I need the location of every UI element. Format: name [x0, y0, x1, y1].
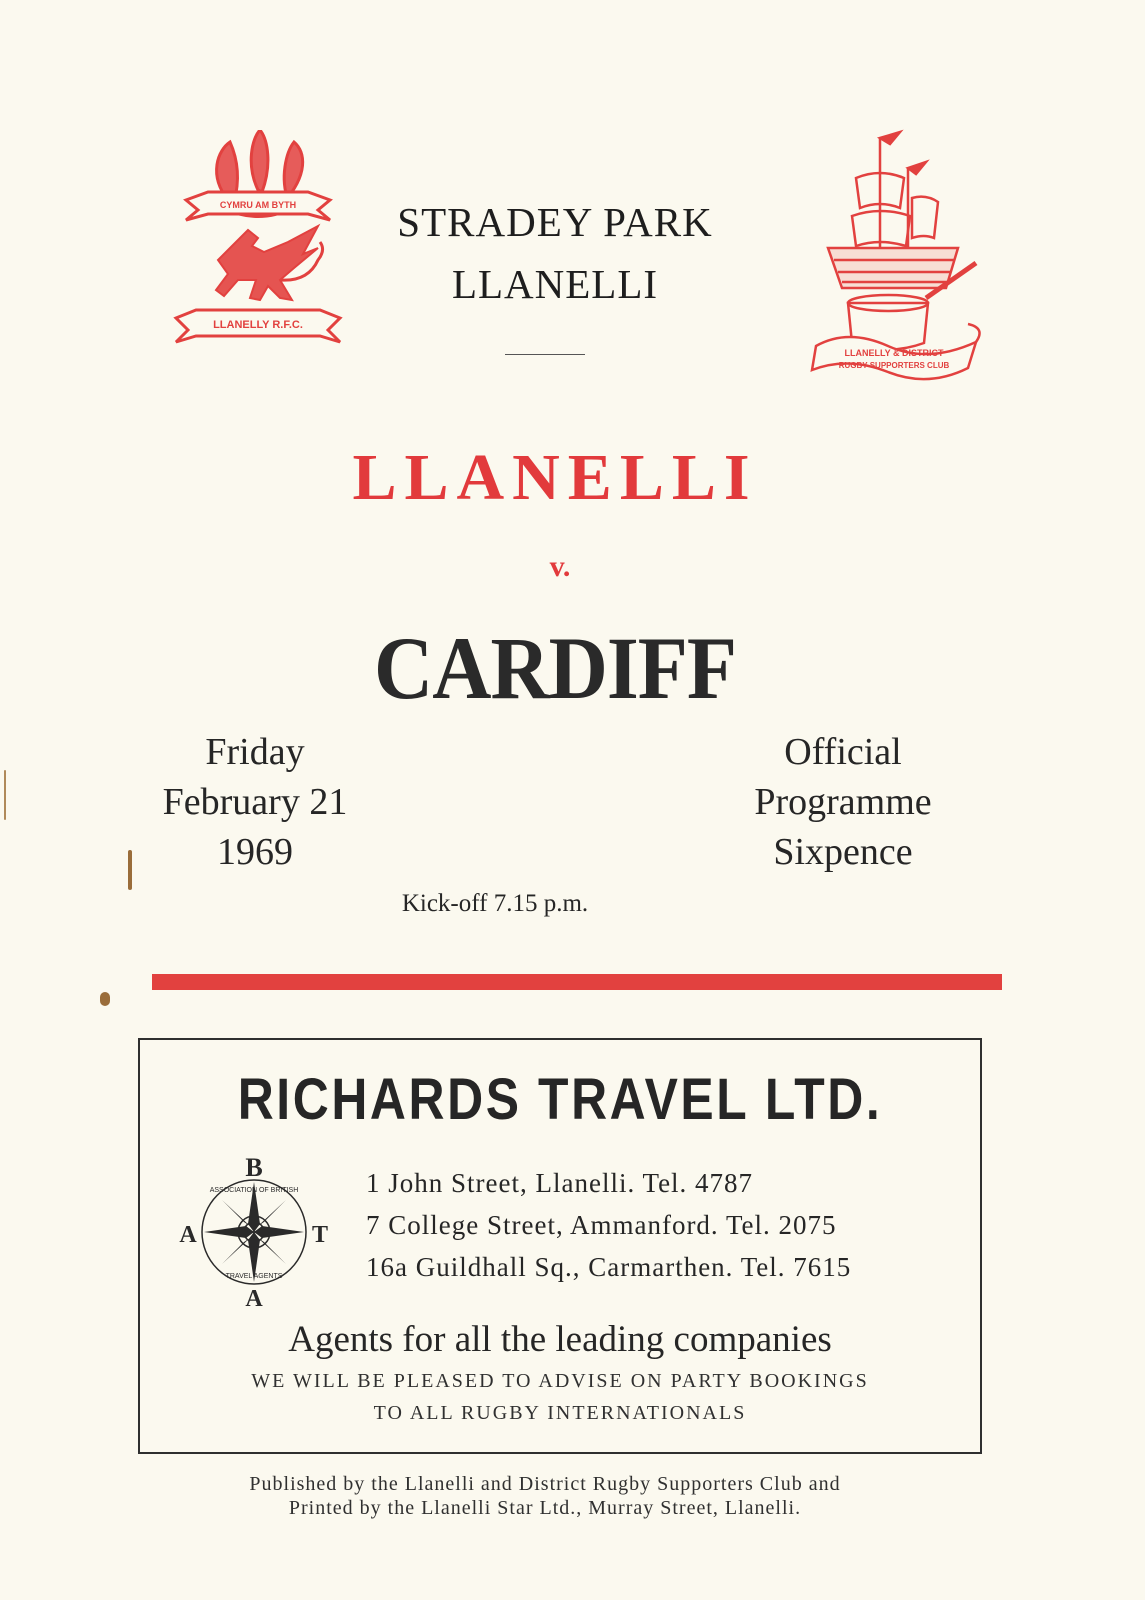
- address-ammanford: 7 College Street, Ammanford. Tel. 2075: [366, 1210, 837, 1240]
- home-team: LLANELLI: [352, 441, 758, 514]
- abta-compass-icon: [178, 1152, 330, 1310]
- away-team: CARDIFF: [374, 619, 736, 718]
- footer-printer: Printed by the Llanelli Star Ltd., Murray Street, Llanelli.: [288, 1497, 802, 1519]
- advert-internationals: TO ALL RUGBY INTERNATIONALS: [373, 1402, 747, 1424]
- footer-publisher: Published by the Llanelli and District Rugby Supporters Club and: [249, 1473, 841, 1495]
- programme-info: [718, 727, 968, 877]
- match-year: 1969: [217, 831, 293, 873]
- match-month-day: February 21: [162, 781, 348, 823]
- right-crest-ribbon-line1: LLANELLY & DISTRICT: [844, 348, 944, 358]
- venue-town: LLANELLI: [451, 261, 659, 307]
- abta-ring-bottom: TRAVEL AGENTS: [225, 1273, 283, 1280]
- address-llanelli: 1 John Street, Llanelli. Tel. 4787: [366, 1168, 754, 1198]
- advert-party-bookings: WE WILL BE PLEASED TO ADVISE ON PARTY BOOKINGS: [251, 1370, 869, 1392]
- advert-box: [138, 1038, 982, 1454]
- paper-stain: [4, 770, 6, 820]
- abta-letter-bottom: A: [245, 1286, 263, 1310]
- programme-line2: Programme: [754, 781, 932, 823]
- programme-line1: Official: [784, 731, 902, 773]
- abta-letter-right: T: [311, 1222, 329, 1248]
- ship-and-saucepan-icon: [808, 128, 988, 388]
- match-date: [120, 727, 390, 877]
- red-divider-bar: [152, 974, 1002, 990]
- programme-price: Sixpence: [773, 831, 913, 873]
- paper-stain: [100, 992, 110, 1006]
- advert-title: RICHARDS TRAVEL LTD.: [237, 1067, 883, 1132]
- abta-ring-top: ASSOCIATION OF BRITISH: [209, 1187, 299, 1194]
- abta-letter-top: B: [245, 1153, 263, 1182]
- abta-letter-left: A: [179, 1222, 197, 1248]
- paper-stain: [128, 850, 132, 890]
- match-day: Friday: [205, 731, 305, 773]
- right-crest-ribbon-line2: RUGBY SUPPORTERS CLUB: [838, 361, 950, 370]
- address-carmarthen: 16a Guildhall Sq., Carmarthen. Tel. 7615: [366, 1252, 852, 1282]
- left-crest-ribbon-bottom: LLANELLY R.F.C.: [213, 319, 303, 331]
- prince-of-wales-feathers-and-dragon-icon: [168, 130, 348, 360]
- advert-address-list: [366, 1162, 851, 1288]
- kickoff-time: Kick-off 7.15 p.m.: [401, 890, 589, 917]
- venue-divider: [505, 354, 585, 355]
- versus-label: v.: [549, 550, 571, 583]
- left-crest-ribbon-top: CYMRU AM BYTH: [219, 200, 297, 210]
- advert-tagline: Agents for all the leading companies: [288, 1319, 832, 1360]
- venue-name: STRADEY PARK: [397, 199, 713, 245]
